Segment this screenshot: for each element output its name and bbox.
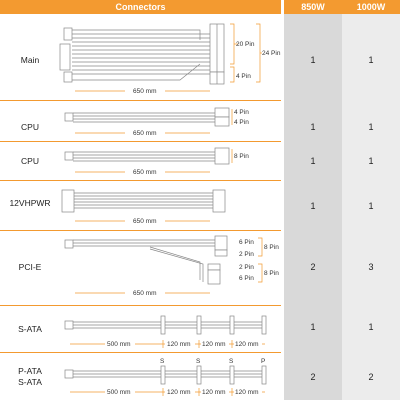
pcie-pin-2b: 2 Pin: [239, 264, 254, 271]
pcie-length: 650 mm: [133, 290, 157, 297]
row-label-pata: P-ATA: [18, 366, 42, 376]
row-label-12vhpwr: 12VHPWR: [9, 198, 51, 208]
row-label-pcie: PCI-E: [18, 262, 42, 272]
pata-seg-2: 120 mm: [167, 389, 191, 396]
pata-seg-3: 120 mm: [202, 389, 226, 396]
pata-seg-1: 500 mm: [107, 389, 131, 396]
cpu1-pin-a: 4 Pin: [234, 109, 249, 116]
12vhpwr-length: 650 mm: [133, 218, 157, 225]
main-pin-20: 20 Pin: [236, 41, 255, 48]
value-12vhpwr-1000: 1: [368, 201, 374, 211]
value-cpu2-850: 1: [310, 156, 316, 166]
header-1000w: 1000W: [342, 0, 400, 14]
cpu1-pin-b: 4 Pin: [234, 119, 249, 126]
sata-seg-4: 120 mm: [235, 341, 259, 348]
header-850w: 850W: [284, 0, 342, 14]
value-pcie-850: 2: [310, 262, 316, 272]
pata-seg-4: 120 mm: [235, 389, 259, 396]
row-label-main: Main: [20, 55, 40, 65]
row-label-sata: S-ATA: [18, 324, 42, 334]
sata-seg-3: 120 mm: [202, 341, 226, 348]
sata-seg-1: 500 mm: [107, 341, 131, 348]
value-sata-1000: 1: [368, 322, 374, 332]
pata-tag-1: S: [160, 358, 165, 365]
pata-tag-4: P: [261, 358, 266, 365]
pata-tag-3: S: [229, 358, 234, 365]
pcie-pin-8a: 8 Pin: [264, 244, 279, 251]
row-label-sata-2: S-ATA: [18, 377, 42, 387]
pcie-pin-6b: 6 Pin: [239, 275, 254, 282]
value-12vhpwr-850: 1: [310, 201, 316, 211]
pcie-pin-2a: 2 Pin: [239, 251, 254, 258]
main-pin-4: 4 Pin: [236, 73, 251, 80]
pcie-pin-8b: 8 Pin: [264, 270, 279, 277]
cpu1-length: 650 mm: [133, 130, 157, 137]
sata-seg-2: 120 mm: [167, 341, 191, 348]
value-main-1000: 1: [368, 55, 374, 65]
row-label-cpu-2: CPU: [21, 156, 39, 166]
value-cpu1-1000: 1: [368, 122, 374, 132]
value-sata-850: 1: [310, 322, 316, 332]
value-pcie-1000: 3: [368, 262, 374, 272]
value-main-850: 1: [310, 55, 316, 65]
pcie-pin-6a: 6 Pin: [239, 239, 254, 246]
pata-tag-2: S: [196, 358, 201, 365]
value-cpu1-850: 1: [310, 122, 316, 132]
row-label-cpu-1: CPU: [21, 122, 39, 132]
pcie-cable-diagram: [65, 236, 262, 293]
main-length: 650 mm: [133, 88, 157, 95]
cpu2-pin: 8 Pin: [234, 153, 249, 160]
main-pin-24: 24 Pin: [262, 50, 281, 57]
value-cpu2-1000: 1: [368, 156, 374, 166]
value-pata-1000: 2: [368, 372, 374, 382]
header-connectors: Connectors: [0, 0, 281, 14]
main-cable-diagram: [60, 24, 262, 91]
value-pata-850: 2: [310, 372, 316, 382]
cpu2-length: 650 mm: [133, 169, 157, 176]
